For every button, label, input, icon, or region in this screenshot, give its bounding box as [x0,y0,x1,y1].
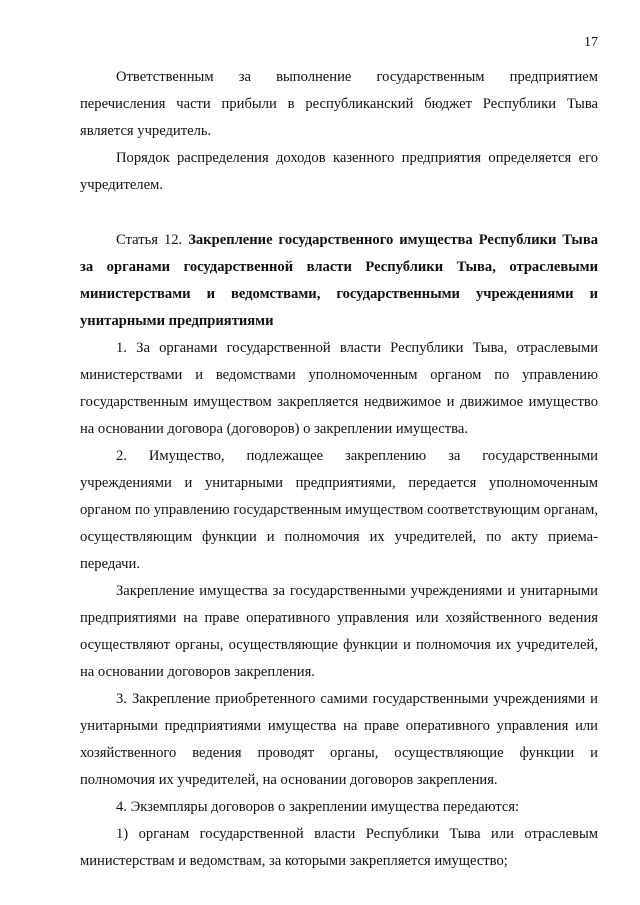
paragraph-income-distribution: Порядок распределения доходов казенного предприятия определяется его учредителем. [80,150,598,193]
page-number: 17 [584,35,598,50]
paragraph-clause-4: 4. Экземпляры договоров о закреплении имущества передаются: [116,799,520,815]
paragraph-clause-2-continued: Закрепление имущества за государственными учреждениями и унитарными предприятиями на праве оперативного управления или хозяйственного ведения осуществляют органы, осуществляющие функции и полномочия их учредителей, на основании договоров закрепления. [80,583,598,680]
section-gap [80,199,598,227]
paragraph-clause-3: 3. Закрепление приобретенного самими государственными учреждениями и унитарными предприятиями имущества на праве оперативного управления или хозяйственного ведения проводят органы, осуществляющие функции и полномочия их учредителей, на основании договоров закрепления. [80,691,598,788]
article-12-title: Закрепление государственного имущества Республики Тыва за органами государственной власти Республики Тыва, отраслевыми министерствами и ведомствами, государственными учреждениями и унитарными предприятиями [80,232,598,329]
document-body [80,64,598,875]
paragraph-profit-transfer: Ответственным за выполнение государственным предприятием перечисления части прибыли в республиканский бюджет Республики Тыва является учредитель. [80,69,598,139]
paragraph-clause-2: 2. Имущество, подлежащее закреплению за государственными учреждениями и унитарными предприятиями, передается уполномоченным органом по управлению государственным имуществом соответствующим органам, осуществляющим функции и полномочия их учредителей, по акту приема-передачи. [80,448,598,572]
article-12-heading [80,227,598,335]
paragraph-clause-4-item-1: 1) органам государственной власти Республики Тыва или отраслевым министерствам и ведомствам, за которыми закрепляется имущество; [80,826,598,869]
paragraph-clause-1: 1. За органами государственной власти Республики Тыва, отраслевыми министерствами и ведомствами уполномоченным органом по управлению государственным имуществом закрепляется недвижимое и движимое имущество на основании договора (договоров) о закреплении имущества. [80,340,598,437]
article-12-prefix: Статья 12. [116,232,189,248]
